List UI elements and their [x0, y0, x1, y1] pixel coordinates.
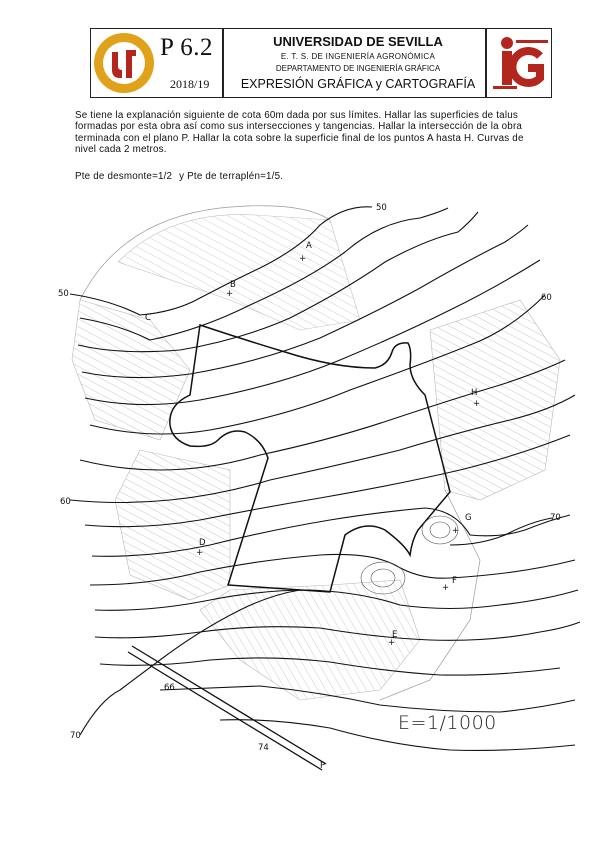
university-name: UNIVERSIDAD DE SEVILLA: [273, 34, 443, 49]
school-name: E. T. S. DE INGENIERÍA AGRONÓMICA: [280, 52, 436, 61]
cut-slope-text: Pte de desmonte=1/2: [75, 171, 173, 182]
plane-label-66: 66: [164, 683, 175, 693]
problem-statement: Se tiene la explanación siguiente de cota 60m dada por sus límites. Hallar las superficies de talus formadas por esta obra así como sus intersecciones y tangencias. Hallar la intersección de la obra terminada con el plano P. Hallar la cota sobre la superficie final de los puntos A hasta H. Curvas de nivel cada 2 metros.: [75, 110, 524, 155]
academic-year: 2018/19: [170, 77, 210, 91]
slope-surface-southeast: [200, 580, 420, 700]
point-e-label: E: [392, 630, 398, 640]
plane-label-p: P: [320, 761, 326, 771]
point-b-marker: +: [226, 289, 234, 299]
point-c-label: C: [145, 313, 151, 323]
point-g-label: G: [465, 513, 472, 523]
course-name: EXPRESIÓN GRÁFICA y CARTOGRAFÍA: [240, 77, 476, 91]
point-b-label: B: [230, 280, 236, 290]
practice-number: P 6.2: [160, 34, 213, 61]
fill-slope-text: y Pte de terraplén=1/5.: [179, 171, 284, 182]
point-d-marker: +: [196, 548, 204, 558]
slope-surface-right: [430, 300, 560, 500]
contour-label-50-left: 50: [58, 289, 69, 299]
plane-label-74: 74: [258, 743, 269, 753]
department-name: DEPARTAMENTO DE INGENIERÍA GRÁFICA: [275, 64, 441, 73]
point-h-label: H: [471, 388, 478, 398]
slope-surface-left: [72, 300, 190, 440]
local-contour-ring: [430, 522, 450, 538]
point-e-marker: +: [388, 638, 396, 648]
point-h-marker: +: [473, 399, 481, 409]
point-f-marker: +: [442, 583, 450, 593]
point-a-marker: +: [299, 254, 307, 264]
point-d-label: D: [199, 538, 206, 548]
contour-label-70-right: 70: [550, 513, 561, 523]
contour-label-70-bottom: 70: [70, 731, 81, 741]
contour-label-60-right: 60: [541, 293, 552, 303]
point-g-marker: +: [452, 526, 460, 536]
point-f-label: F: [452, 576, 457, 586]
slope-surface-outline: [118, 215, 360, 330]
point-a-label: A: [306, 241, 312, 251]
contour-label-60-left: 60: [60, 497, 71, 507]
contour-label-50-top: 50: [376, 203, 387, 213]
scale-label: E=1/1000: [398, 712, 497, 734]
